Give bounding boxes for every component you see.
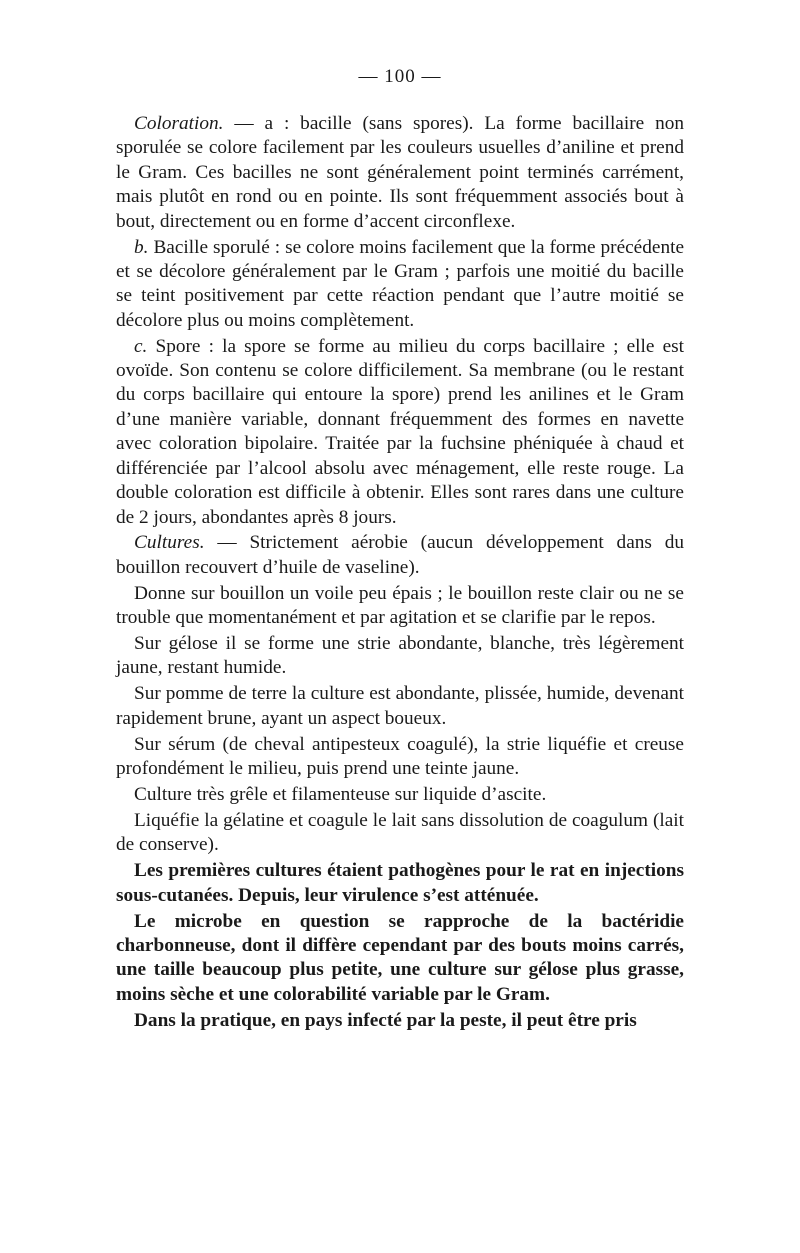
paragraph-serum: Sur sérum (de cheval antipesteux coagulé), la strie liquéfie et creuse profondément le milieu, puis prend une teinte jaune. — [116, 733, 684, 780]
paragraph-ascite: Culture très grêle et filamenteuse sur liquide d’ascite. — [134, 783, 547, 805]
paragraph-gelatine: Liquéfie la gélatine et coagule le lait sans dissolution de coagulum (lait de conserve). — [116, 809, 684, 856]
paragraph-text: Spore : la spore se forme au milieu du corps bacillaire ; elle est ovoïde. Son contenu se colore difficilement. Sa membrane (ou le restant du corps bacillaire qui entoure la spore) prend les anilines et le Gram d’une manière variable, donnant fréquemment des formes en navette avec coloration bipolaire. Traitée par la fuchsine phéniquée à chaud et différenciée par l’alcool absolu avec ménagement, elle reste rouge. La double coloration est difficile à obtenir. Elles sont rares dans une culture de 2 jours, abondantes après 8 jours. — [116, 335, 684, 528]
paragraph-text: — Strictement aérobie (aucun développement dans du bouillon recouvert d’huile de vaseline). — [116, 532, 684, 578]
paragraph-lead: b. — [134, 236, 149, 258]
body-text — [116, 112, 684, 1035]
paragraph-bacille-sporule — [116, 236, 684, 334]
paragraph-pratique: Dans la pratique, en pays infecté par la peste, il peut être pris — [134, 1009, 637, 1031]
paragraph-lead: Cultures. — [134, 532, 205, 554]
paragraph-virulence: Les premières cultures étaient pathogènes pour le rat en injections sous-cutanées. Depuis, leur virulence s’est atténuée. — [116, 860, 684, 906]
paragraph-spore — [116, 335, 684, 530]
paragraph-coloration — [116, 112, 684, 234]
paragraph-bacteridie: Le microbe en question se rapproche de la bactéridie charbonneuse, dont il diffère cependant par des bouts moins carrés, une taille beaucoup plus petite, une culture sur gélose plus grasse, moins sèche et une colorabilité variable par le Gram. — [116, 910, 684, 1005]
page-number: — 100 — — [358, 66, 442, 87]
paragraph-cultures — [116, 531, 684, 580]
paragraph-text: — a : bacille (sans spores). La forme bacillaire non sporulée se colore facilement par les couleurs usuelles d’aniline et prend le Gram. Ces bacilles ne sont généralement point terminés carrément, mais plutôt en rond ou en pointe. Ils sont fréquemment associés bout à bout, directement ou en forme d’accent circonflexe. — [116, 113, 684, 232]
paragraph-gelose: Sur gélose il se forme une strie abondante, blanche, très légèrement jaune, restant humide. — [116, 633, 684, 679]
paragraph-lead: c. — [134, 335, 148, 357]
paragraph-bouillon: Donne sur bouillon un voile peu épais ; le bouillon reste clair ou ne se trouble que momentanément et par agitation et se clarifie par le repos. — [116, 582, 684, 629]
paragraph-lead: Coloration. — [134, 113, 224, 134]
paragraph-text: Bacille sporulé : se colore moins facilement que la forme précédente et se décolore généralement par le Gram ; parfois une moitié du bacille se teint positivement par cette réaction pendant que l’autre moitié se décolore plus ou moins complètement. — [116, 236, 684, 331]
paragraph-pomme-de-terre: Sur pomme de terre la culture est abondante, plissée, humide, devenant rapidement brune, ayant un aspect boueux. — [116, 683, 684, 729]
